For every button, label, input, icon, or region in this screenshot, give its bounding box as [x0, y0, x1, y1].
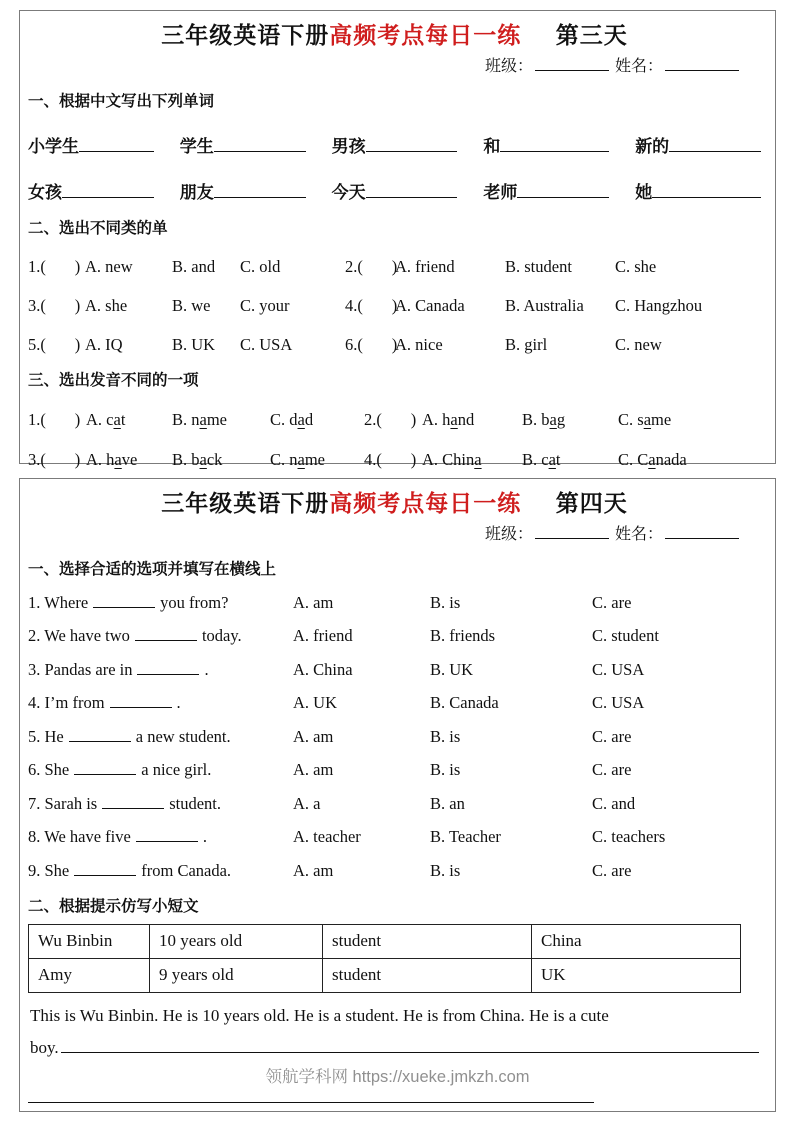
name-label: 姓名： [614, 58, 663, 75]
question-number: 4.( ) [364, 450, 417, 469]
option-a: A. am [293, 860, 334, 880]
mc-question-row [28, 726, 761, 747]
question-post: a nice girl. [141, 760, 212, 779]
vocab-pair [483, 178, 609, 203]
question-text [28, 692, 293, 713]
question-pre: 2. We have two [28, 626, 130, 645]
option-c [618, 450, 761, 470]
model-text: This is Wu Binbin. He is 10 years old. He is a student. He is from China. He is a cute [30, 1005, 609, 1025]
option-text: me [651, 410, 672, 429]
question-text [28, 759, 293, 780]
option-a: A. she [85, 296, 128, 315]
question-text [28, 726, 293, 747]
answer-blank [669, 136, 761, 152]
answer-blank [79, 136, 154, 152]
underlined-letter: a [643, 410, 652, 429]
question-text [28, 860, 293, 881]
question-number: 6.( ) [345, 335, 398, 354]
vocab-pair [180, 132, 306, 157]
answer-blank [652, 182, 761, 198]
sec-heading-odd-one-out: 二、选出不同类的单 [28, 220, 168, 237]
option-text: nd [457, 410, 475, 429]
option-b: B. Teacher [430, 827, 501, 846]
model-text2: boy. [30, 1037, 59, 1057]
vocab-word: 新的 [635, 137, 670, 156]
table-cell: student [323, 924, 532, 958]
question-number: 3.( ) [28, 450, 81, 469]
table-cell: 10 years old [150, 924, 323, 958]
option-text: ck [206, 450, 223, 469]
question-text [28, 826, 293, 847]
question-pre: 7. Sarah is [28, 793, 98, 813]
underlined-letter: a [474, 450, 482, 469]
option-b: B. Canada [430, 693, 499, 712]
writing-blank [61, 1037, 759, 1053]
option-b: B. UK [430, 659, 474, 679]
underlined-letter: a [548, 450, 556, 469]
mc-question-row [28, 659, 761, 680]
option-a: A. teacher [293, 827, 361, 846]
phonics-row [28, 410, 761, 430]
class-blank [535, 523, 609, 539]
option-a [422, 410, 522, 430]
option-a [422, 450, 522, 470]
model-paragraph [30, 1003, 759, 1029]
title-highlight: 高频考点每日一练 [329, 491, 522, 516]
title-course: 三年级英语下册 [161, 491, 330, 516]
table-row [29, 924, 741, 958]
option-b: B. we [172, 296, 211, 315]
question-text [28, 625, 293, 646]
answer-blank [366, 136, 458, 152]
hint-table [28, 924, 741, 993]
table-cell: 9 years old [150, 958, 323, 992]
question-number: 3.( ) [28, 296, 81, 315]
option-b: B. girl [505, 335, 548, 354]
sec-heading-phonics: 三、选出发音不同的一项 [28, 372, 199, 389]
option-c: C. USA [240, 335, 293, 354]
option-text: nada [655, 450, 687, 469]
answer-blank [110, 692, 172, 708]
underlined-letter: a [450, 410, 458, 429]
option-a [86, 450, 172, 470]
sec-heading-vocab: 一、根据中文写出下列单词 [28, 93, 215, 110]
question-text [28, 659, 293, 680]
model-paragraph-line2 [30, 1037, 759, 1058]
vocab-word: 老师 [483, 183, 518, 202]
option-text: B. n [172, 410, 200, 429]
title-day: 第四天 [555, 491, 628, 516]
option-text: t [555, 450, 561, 469]
option-b: B. student [505, 257, 572, 276]
question-number: 1.( ) [28, 410, 81, 429]
title-highlight: 高频考点每日一练 [329, 23, 522, 48]
option-a: A. nice [395, 335, 443, 354]
underlined-letter: a [297, 450, 305, 469]
vocab-pair [28, 132, 154, 157]
option-a: A. China [293, 659, 353, 679]
question-post: student. [169, 793, 221, 813]
option-text: C. d [270, 410, 298, 429]
answer-blank [214, 182, 306, 198]
option-c: C. your [240, 296, 290, 315]
sheet-day4 [19, 478, 776, 1112]
mc-question-row [28, 692, 761, 713]
option-c: C. and [592, 793, 636, 813]
option-text: B. b [522, 410, 550, 429]
answer-blank [74, 759, 136, 775]
phonics-section [28, 410, 761, 470]
writing-blank [28, 1087, 594, 1103]
sheet-day3 [19, 10, 776, 469]
answer-blank [366, 182, 458, 198]
vocab-word: 她 [635, 183, 653, 202]
option-b: B. is [430, 726, 461, 746]
underlined-letter: a [113, 410, 121, 429]
question-post: . [176, 693, 181, 712]
underlined-letter: a [297, 410, 305, 429]
question-pre: 3. Pandas are in [28, 659, 133, 679]
mc-question-row [28, 826, 761, 847]
mc-question-row [28, 759, 761, 780]
underlined-letter: a [199, 450, 207, 469]
question-number: 2.( ) [345, 257, 398, 276]
option-text: g [556, 410, 566, 429]
option-a: A. Canada [395, 296, 465, 315]
odd-one-out-section [28, 257, 761, 355]
option-c: C. teachers [592, 827, 666, 846]
vocab-row [28, 178, 761, 203]
vocab-word: 学生 [179, 137, 214, 156]
option-text: C. s [618, 410, 644, 429]
answer-blank [69, 726, 131, 742]
name-label: 姓名： [614, 526, 663, 543]
question-number: 1.( ) [28, 257, 81, 276]
watermark: 领航学科网 https://xueke.jmkzh.com [265, 1068, 530, 1086]
answer-blank [136, 826, 198, 842]
vocab-word: 今天 [331, 183, 366, 202]
sec-heading-writing: 二、根据提示仿写小短文 [28, 897, 199, 915]
question-post: you from? [160, 592, 229, 612]
question-post: today. [201, 626, 242, 645]
sheet3-title [28, 17, 761, 50]
answer-blank [135, 625, 197, 641]
table-cell: student [323, 958, 532, 992]
table-cell: Amy [29, 958, 150, 992]
option-b [172, 450, 270, 470]
option-a [86, 410, 172, 430]
option-text: C. n [270, 450, 298, 469]
option-text: d [304, 410, 314, 429]
class-label: 班级： [484, 58, 533, 75]
option-c: C. are [592, 860, 632, 880]
question-pre: 5. He [28, 726, 64, 746]
vocab-word: 和 [483, 137, 501, 156]
title-day: 第三天 [555, 23, 628, 48]
odd-one-out-row [28, 257, 761, 277]
question-post: . [202, 827, 207, 846]
answer-blank [517, 182, 609, 198]
answer-blank [137, 659, 199, 675]
question-text [28, 592, 293, 613]
option-text: me [206, 410, 228, 429]
table-cell: UK [532, 958, 741, 992]
question-number: 4.( ) [345, 296, 398, 315]
phonics-row [28, 450, 761, 470]
vocab-word: 女孩 [28, 183, 62, 202]
option-a: A. am [293, 592, 334, 612]
sheet4-title [28, 485, 761, 518]
mc-question-row [28, 860, 761, 881]
answer-blank [62, 182, 154, 198]
option-c: C. USA [592, 659, 645, 679]
option-c: C. are [592, 592, 632, 612]
underlined-letter: a [648, 450, 656, 469]
option-a: A. a [293, 793, 321, 813]
option-c: C. USA [592, 693, 645, 712]
option-b: B. UK [172, 335, 216, 354]
option-text: A. c [86, 410, 114, 429]
writing-blank-row [28, 1087, 761, 1106]
vocab-pair [332, 132, 458, 157]
table-cell: Wu Binbin [29, 924, 150, 958]
question-text [28, 793, 293, 814]
option-a: A. UK [293, 693, 337, 712]
question-post: a new student. [135, 726, 231, 746]
vocab-pair [635, 132, 761, 157]
option-c: C. are [592, 760, 632, 779]
vocab-word: 小学生 [28, 137, 79, 156]
vocab-section [28, 132, 761, 203]
option-text: ve [121, 450, 138, 469]
multiple-choice-section [28, 592, 761, 881]
class-blank [535, 55, 609, 71]
option-c: C. are [592, 726, 632, 746]
option-b [522, 450, 618, 470]
option-a: A. am [293, 760, 334, 779]
odd-one-out-row [28, 335, 761, 355]
option-a: A. friend [293, 626, 353, 645]
mc-question-row [28, 592, 761, 613]
option-a: A. am [293, 726, 334, 746]
question-pre: 4. I’m from [28, 693, 105, 712]
answer-blank [214, 136, 306, 152]
option-text: C. C [618, 450, 649, 469]
option-b: B. Australia [505, 296, 584, 315]
sheet4-meta [28, 521, 761, 544]
table-row [29, 958, 741, 992]
vocab-pair [332, 178, 458, 203]
option-a: A. new [85, 257, 133, 276]
vocab-word: 朋友 [179, 183, 214, 202]
option-text: A. h [86, 450, 115, 469]
question-post: from Canada. [141, 860, 232, 880]
question-pre: 9. She [28, 860, 70, 880]
vocab-pair [483, 132, 609, 157]
answer-blank [500, 136, 609, 152]
underlined-letter: a [199, 410, 207, 429]
answer-blank [74, 860, 136, 876]
option-b [522, 410, 618, 430]
option-text: me [304, 450, 326, 469]
question-pre: 6. She [28, 760, 70, 779]
option-b: B. is [430, 860, 461, 880]
option-text: B. c [522, 450, 549, 469]
question-number: 5.( ) [28, 335, 81, 354]
option-b: B. an [430, 793, 465, 813]
option-c [270, 450, 364, 470]
vocab-pair [635, 178, 761, 203]
answer-blank [102, 793, 164, 809]
option-c: C. Hangzhou [615, 296, 703, 315]
vocab-pair [180, 178, 306, 203]
question-pre: 8. We have five [28, 827, 131, 846]
vocab-pair [28, 178, 154, 203]
name-blank [665, 523, 739, 539]
option-b [172, 410, 270, 430]
option-c [270, 410, 364, 430]
vocab-word: 男孩 [331, 137, 366, 156]
mc-question-row [28, 625, 761, 646]
class-label: 班级： [484, 526, 533, 543]
underlined-letter: a [114, 450, 122, 469]
sec-heading-multiple-choice: 一、选择合适的选项并填写在横线上 [28, 561, 277, 578]
option-c [618, 410, 761, 430]
question-number: 2.( ) [364, 410, 417, 429]
answer-blank [93, 592, 155, 608]
title-course: 三年级英语下册 [161, 23, 330, 48]
vocab-row [28, 132, 761, 157]
option-c: C. old [240, 257, 281, 276]
option-c: C. new [615, 335, 662, 354]
option-a: A. IQ [85, 335, 123, 354]
question-post: . [204, 659, 209, 679]
option-text: A. h [422, 410, 451, 429]
option-text: A. Chin [422, 450, 475, 469]
sheet3-meta [28, 53, 761, 76]
option-text: t [120, 410, 126, 429]
option-c: C. student [592, 626, 659, 645]
option-b: B. is [430, 760, 461, 779]
mc-question-row [28, 793, 761, 814]
table-cell: China [532, 924, 741, 958]
option-b: B. is [430, 592, 461, 612]
question-pre: 1. Where [28, 592, 89, 612]
option-a: A. friend [395, 257, 455, 276]
underlined-letter: a [549, 410, 557, 429]
option-b: B. and [172, 257, 216, 276]
option-text: B. b [172, 450, 200, 469]
odd-one-out-row [28, 296, 761, 316]
name-blank [665, 55, 739, 71]
option-b: B. friends [430, 626, 496, 645]
option-c: C. she [615, 257, 657, 276]
